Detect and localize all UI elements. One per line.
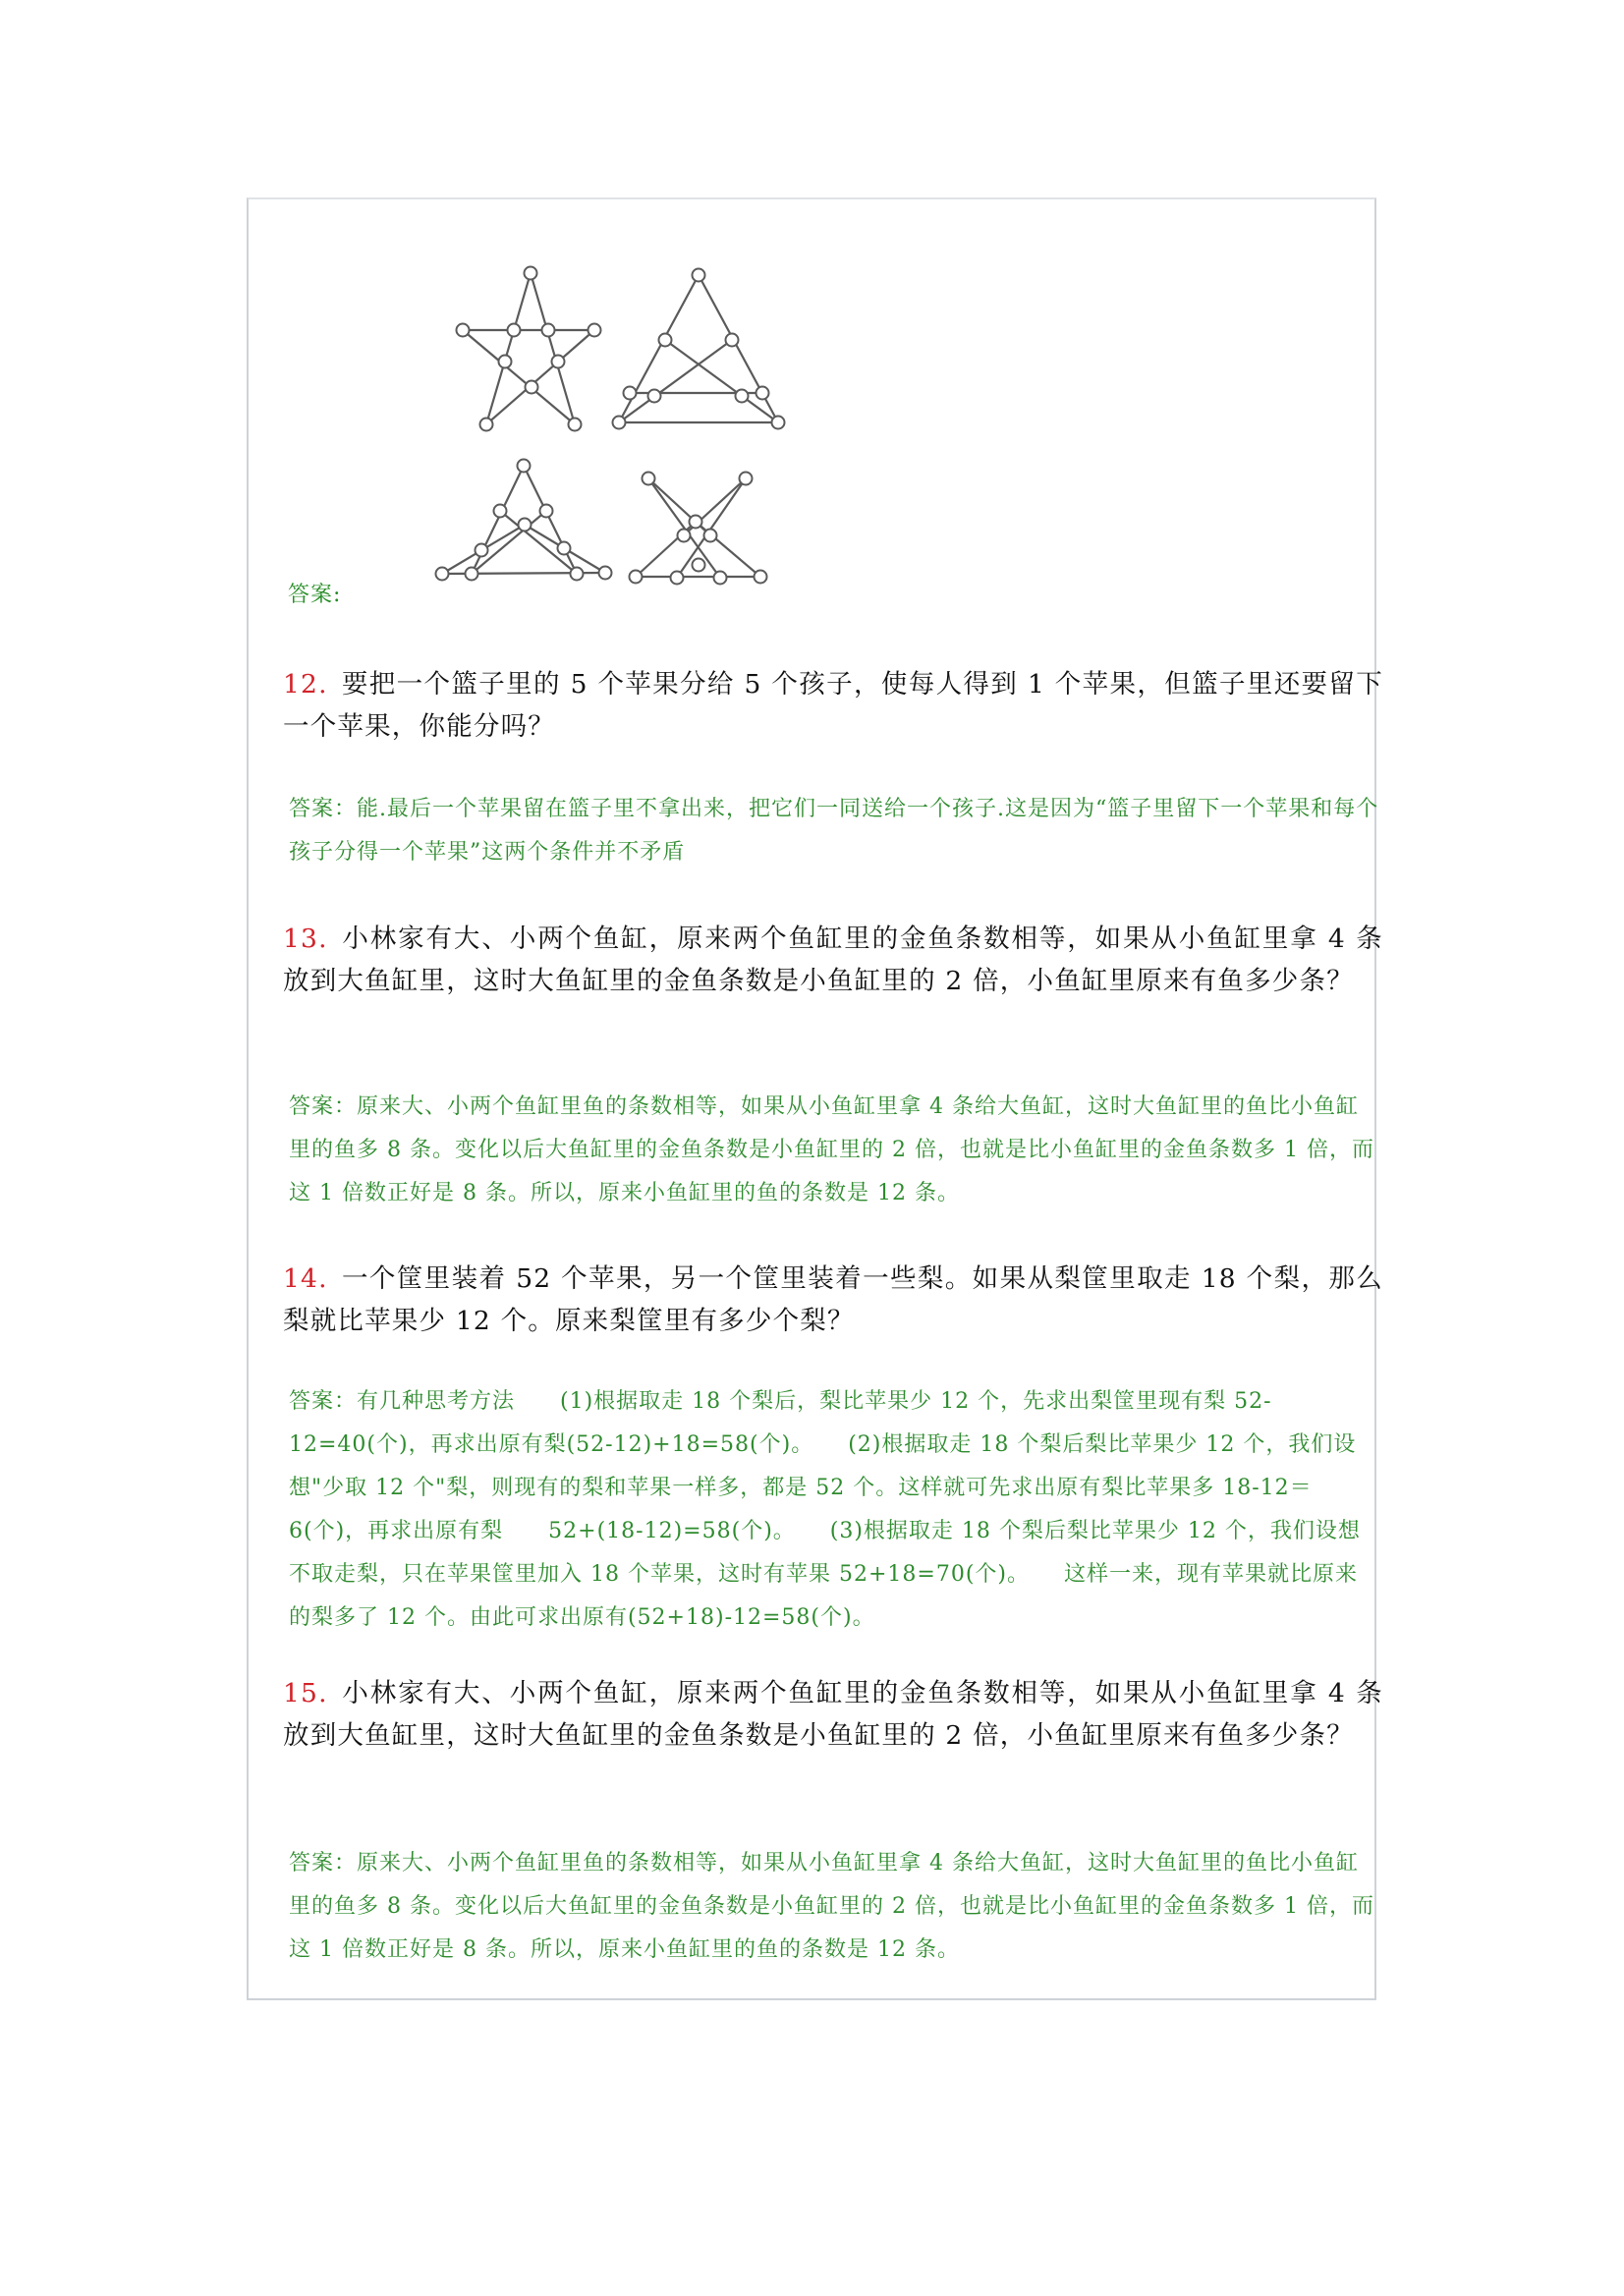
question-number: 14. [283, 1263, 328, 1294]
question-number: 15. [283, 1678, 328, 1708]
answer-14: 答案：有几种思考方法 (1)根据取走 18 个梨后，梨比苹果少 12 个，先求出梨筐里现有梨 52-12=40(个)，再求出原有梨(52-12)+18=58(个)。 (2)根据取走 18 个梨后梨比苹果少 12 个，我们设想"少取 12 个"梨，则现有的梨和苹果一样多，都是 52 个。这样就可先求出原有梨比苹果多 18-12＝6(个)，再求出原有梨 52+(18-12)=58(个)。 (3)根据取走 18 个梨后梨比苹果少 12 个，我们设想不取走梨，只在苹果筐里加入 18 个苹果，这时有苹果 52+18=70(个)。 这样一来，现有苹果就比原来的梨多了 12 个。由此可求出原有(52+18)-12=58(个)。 [289, 1389, 1361, 1630]
star-figure [463, 273, 594, 424]
figure-nodes [436, 267, 785, 585]
question-15 [283, 1672, 1383, 1757]
question-13 [283, 918, 1383, 1002]
answer-12: 答案：能.最后一个苹果留在篮子里不拿出来，把它们一同送给一个孩子.这是因为“篮子里留下一个苹果和每个孩子分得一个苹果”这两个条件并不矛盾 [289, 797, 1379, 865]
question-12 [283, 663, 1383, 748]
question-text: 要把一个篮子里的 5 个苹果分给 5 个孩子，使每人得到 1 个苹果，但篮子里还要留下一个苹果，你能分吗？ [283, 669, 1383, 742]
question-14 [283, 1258, 1383, 1342]
answer-15: 答案：原来大、小两个鱼缸里鱼的条数相等，如果从小鱼缸里拿 4 条给大鱼缸，这时大鱼缸里的鱼比小鱼缸里的鱼多 8 条。变化以后大鱼缸里的金鱼条数是小鱼缸里的 2 倍，也就是比小鱼缸里的金鱼条数多 1 倍，而这 1 倍数正好是 8 条。所以，原来小鱼缸里的鱼的条数是 12 条。 [289, 1851, 1374, 1962]
answer-13: 答案：原来大、小两个鱼缸里鱼的条数相等，如果从小鱼缸里拿 4 条给大鱼缸，这时大鱼缸里的鱼比小鱼缸里的鱼多 8 条。变化以后大鱼缸里的金鱼条数是小鱼缸里的 2 倍，也就是比小鱼缸里的金鱼条数多 1 倍，而这 1 倍数正好是 8 条。所以，原来小鱼缸里的鱼的条数是 12 条。 [289, 1094, 1374, 1205]
triangle-with-cross-figure [619, 275, 778, 422]
figure-answer-label: 答案: [288, 583, 342, 607]
question-text: 小林家有大、小两个鱼缸，原来两个鱼缸里的金鱼条数相等，如果从小鱼缸里拿 4 条放到大鱼缸里，这时大鱼缸里的金鱼条数是小鱼缸里的 2 倍，小鱼缸里原来有鱼多少条？ [283, 1678, 1383, 1751]
question-number: 12. [283, 669, 328, 700]
question-number: 13. [283, 924, 328, 954]
question-text: 一个筐里装着 52 个苹果，另一个筐里装着一些梨。如果从梨筐里取走 18 个梨，那么梨就比苹果少 12 个。原来梨筐里有多少个梨？ [283, 1263, 1383, 1336]
question-text: 小林家有大、小两个鱼缸，原来两个鱼缸里的金鱼条数相等，如果从小鱼缸里拿 4 条放到大鱼缸里，这时大鱼缸里的金鱼条数是小鱼缸里的 2 倍，小鱼缸里原来有鱼多少条？ [283, 924, 1383, 996]
